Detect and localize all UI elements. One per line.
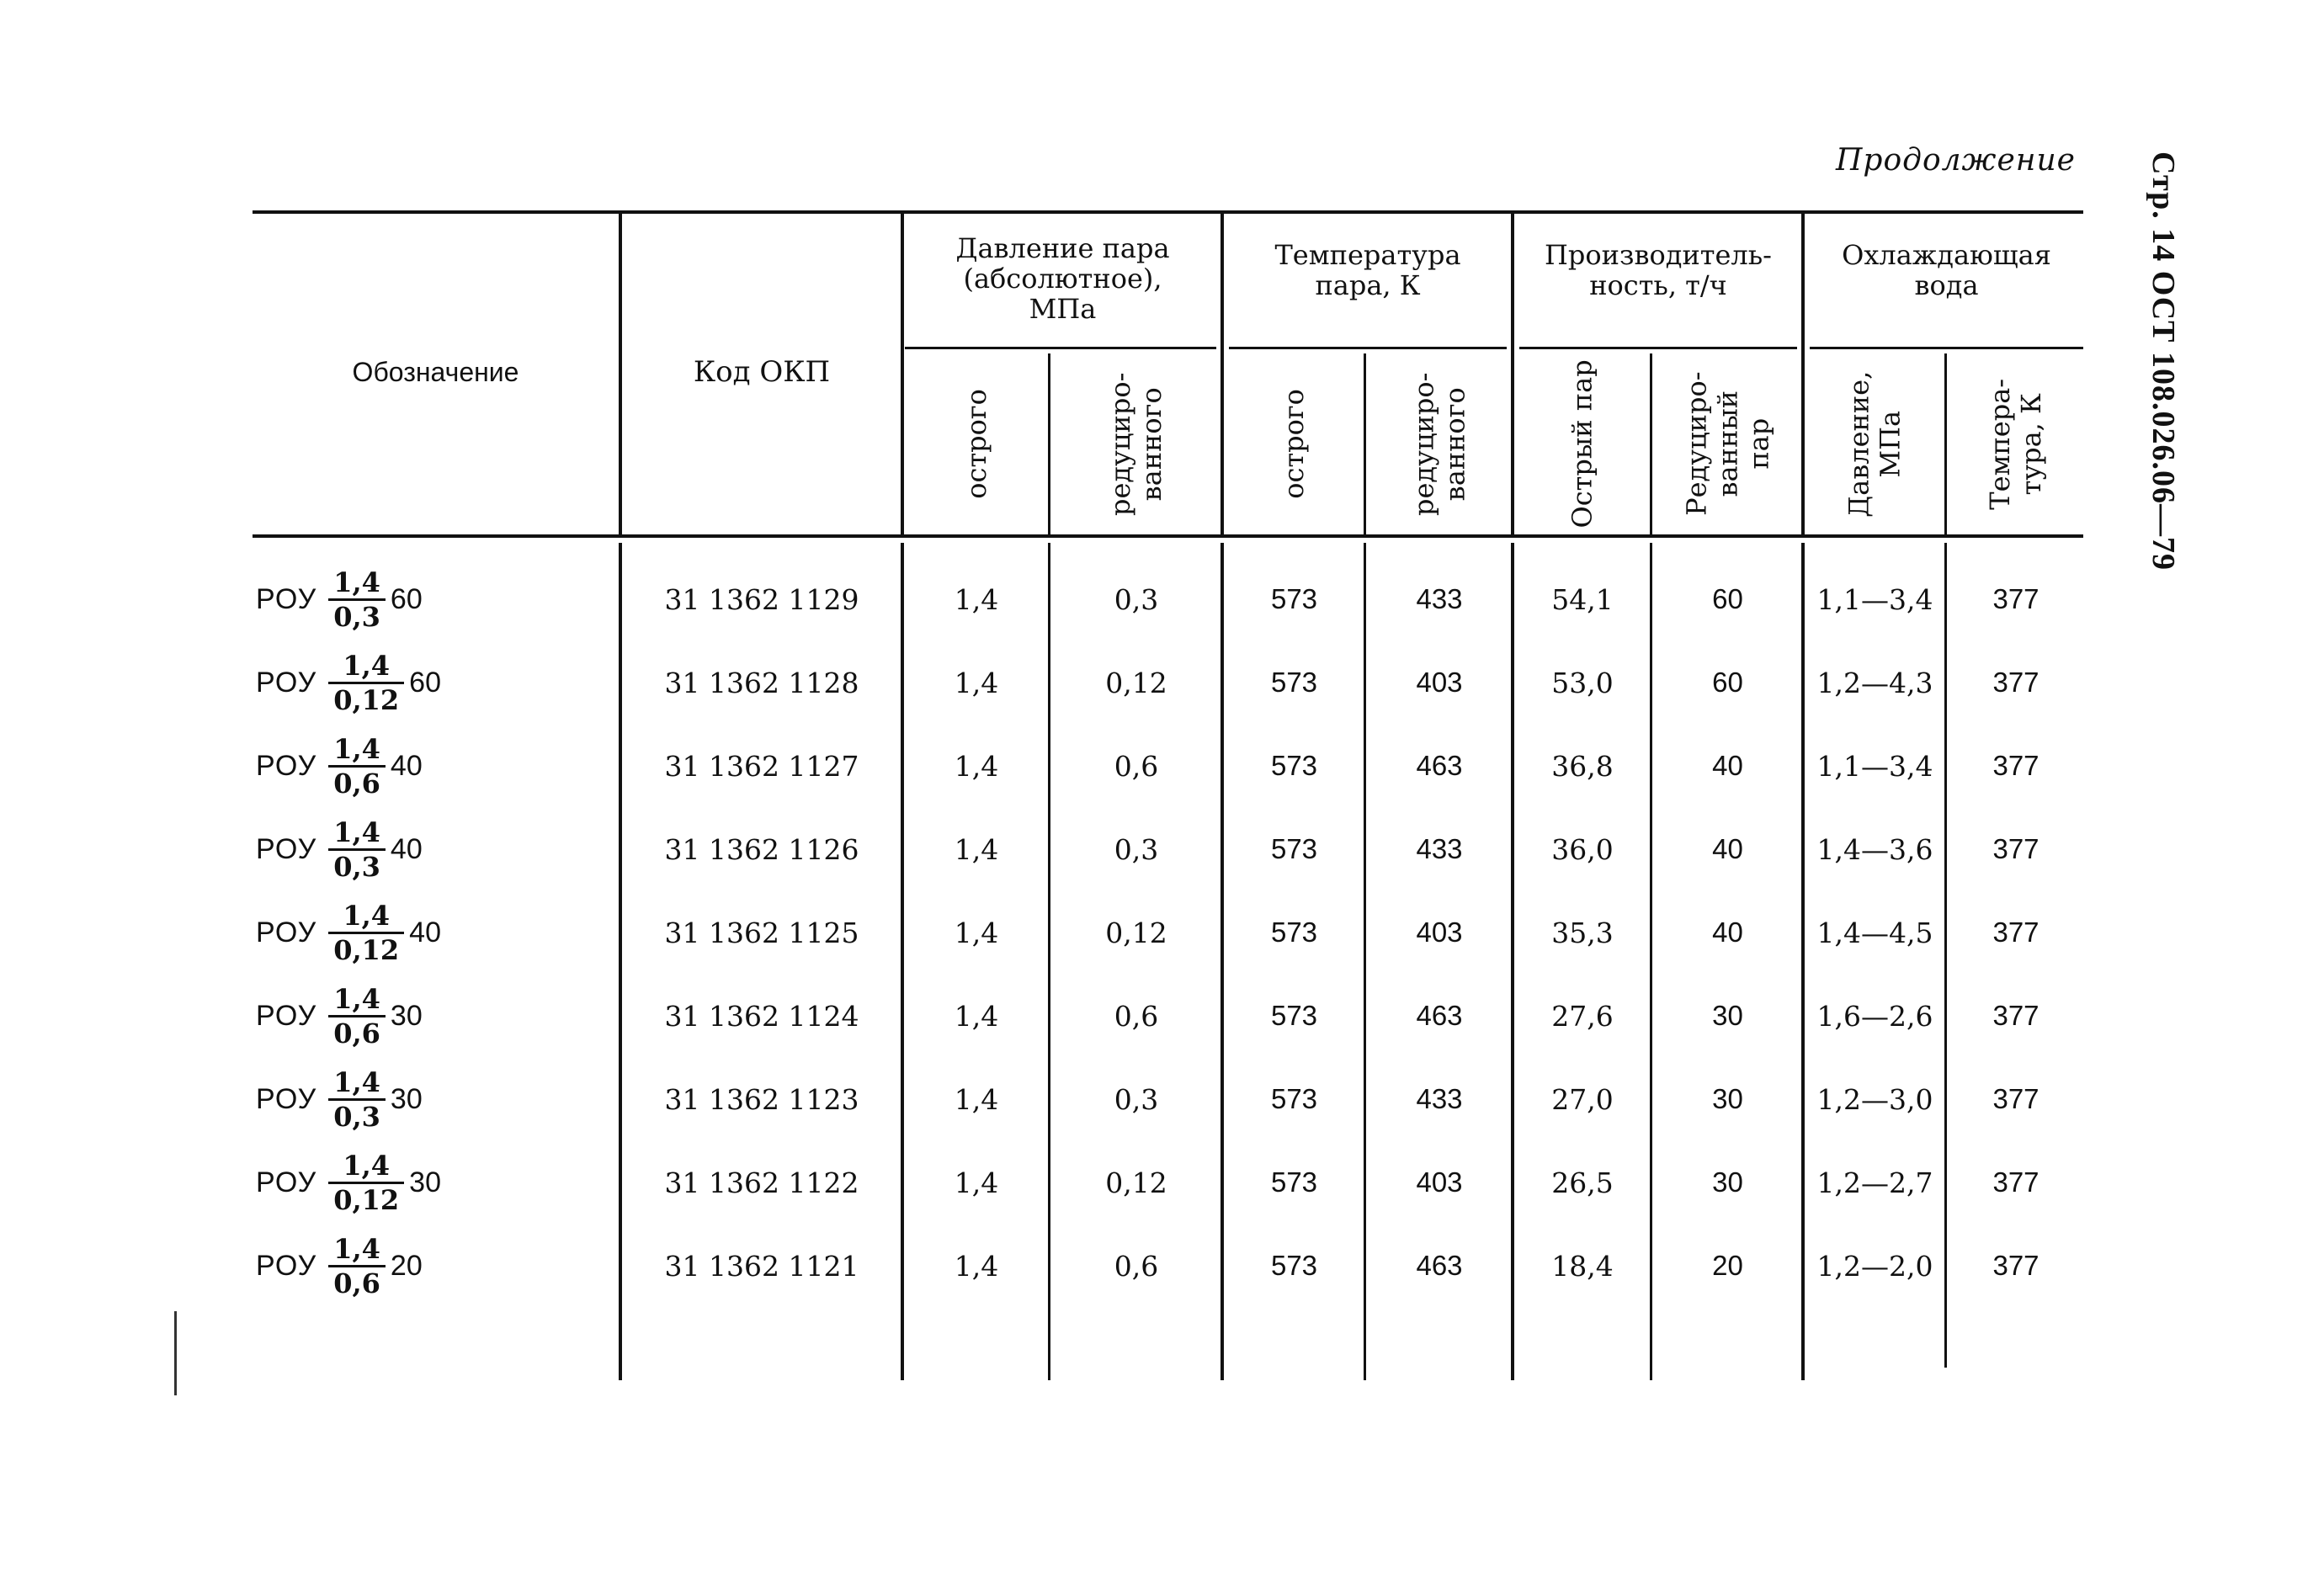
body-divider-6 (1511, 543, 1514, 1380)
header-capacity-sharp-text: Острый пар (1566, 359, 1598, 529)
cell-q-red: 40 (1712, 917, 1743, 948)
body-divider-4 (1220, 543, 1224, 1380)
fraction-denominator: 0,12 (333, 1183, 400, 1216)
cell-okp: 31 1362 1128 (664, 666, 859, 699)
fraction-numerator: 1,4 (343, 899, 391, 932)
designation-cell (253, 890, 623, 975)
cell-q-red: 30 (1712, 1000, 1743, 1031)
group-sub-rule-temp (1229, 347, 1507, 349)
col-divider-4 (1220, 210, 1224, 534)
cell-q-sharp: 54,1 (1551, 582, 1614, 616)
header-pressure-sharp (905, 353, 1048, 534)
cell-t-sharp: 573 (1270, 667, 1318, 698)
cell-okp: 31 1362 1129 (664, 582, 859, 616)
cell-w-press: 1,1—3,4 (1816, 749, 1933, 783)
cell-w-temp: 377 (1992, 667, 2039, 698)
cell-q-sharp: 27,0 (1551, 1082, 1614, 1116)
designation-prefix: РОУ (256, 1166, 317, 1198)
cell-okp: 31 1362 1125 (664, 916, 859, 949)
designation-suffix: 20 (390, 1249, 423, 1282)
designation-prefix: РОУ (256, 999, 317, 1032)
designation-suffix: 40 (390, 832, 423, 865)
cell-t-red: 463 (1416, 1000, 1463, 1031)
cell-t-red: 403 (1416, 667, 1463, 698)
header-cooling-group: Охлаждающая вода (1842, 239, 2051, 301)
cell-w-press: 1,2—3,0 (1816, 1082, 1933, 1116)
cell-t-red: 463 (1416, 750, 1463, 781)
designation-fraction (328, 983, 386, 1049)
cell-w-press: 1,2—2,0 (1816, 1249, 1933, 1283)
cell-t-sharp: 573 (1270, 833, 1318, 864)
cell-p-red: 0,3 (1114, 582, 1159, 616)
page-side-header: Стр. 14 ОСТ 108.026.06—79 (2146, 151, 2181, 571)
fraction-numerator: 1,4 (333, 1065, 380, 1098)
designation-fraction (328, 1066, 386, 1133)
cell-q-sharp: 18,4 (1551, 1249, 1614, 1283)
body-divider-2 (901, 543, 904, 1380)
cell-q-red: 60 (1712, 667, 1743, 698)
cell-p-red: 0,12 (1105, 916, 1167, 949)
cell-t-red: 433 (1416, 583, 1463, 614)
cell-w-temp: 377 (1992, 1250, 2039, 1281)
cell-p-red: 0,12 (1105, 666, 1167, 699)
designation-fraction (328, 816, 386, 883)
cell-q-red: 20 (1712, 1250, 1743, 1281)
designation-suffix: 60 (409, 666, 441, 699)
cell-q-red: 40 (1712, 833, 1743, 864)
cell-q-red: 60 (1712, 583, 1743, 614)
header-capacity-reduced (1654, 353, 1801, 534)
fraction-denominator: 0,3 (333, 1100, 380, 1133)
continuation-label: Продолжение (1836, 143, 2076, 178)
designation-cell (253, 807, 623, 891)
designation-fraction (328, 1233, 386, 1299)
designation-fraction (328, 650, 404, 716)
col-divider-7 (1650, 353, 1652, 534)
cell-w-press: 1,1—3,4 (1816, 582, 1933, 616)
cell-q-sharp: 36,8 (1551, 749, 1614, 783)
cell-p-red: 0,12 (1105, 1166, 1167, 1199)
fraction-denominator: 0,3 (333, 600, 380, 633)
designation-prefix: РОУ (256, 582, 317, 615)
designation-fraction (328, 1150, 404, 1216)
specs-table (253, 210, 2083, 1380)
cell-p-red: 0,3 (1114, 832, 1159, 866)
cell-w-temp: 377 (1992, 1166, 2039, 1198)
fraction-denominator: 0,3 (333, 850, 380, 883)
cell-q-sharp: 27,6 (1551, 999, 1614, 1033)
cell-t-sharp: 573 (1270, 1000, 1318, 1031)
cell-w-temp: 377 (1992, 833, 2039, 864)
header-capacity-group: Производитель-ность, т/ч (1545, 239, 1772, 301)
fraction-denominator: 0,6 (333, 767, 380, 800)
body-divider-5 (1364, 543, 1366, 1380)
designation-suffix: 40 (409, 916, 441, 948)
designation-cell (253, 557, 623, 641)
col-divider-9 (1944, 353, 1947, 534)
header-temp-reduced (1368, 353, 1511, 534)
header-designation: Обозначение (352, 356, 519, 387)
cell-okp: 31 1362 1121 (664, 1249, 859, 1283)
cell-p-red: 0,6 (1114, 1249, 1159, 1283)
group-sub-rule-pressure (905, 347, 1216, 349)
fraction-denominator: 0,6 (333, 1017, 380, 1049)
fraction-denominator: 0,12 (333, 933, 400, 966)
header-temp-sharp (1225, 353, 1364, 534)
body-divider-7 (1650, 543, 1652, 1380)
designation-suffix: 60 (390, 582, 423, 615)
cell-p-sharp: 1,4 (954, 916, 999, 949)
cell-w-temp: 377 (1992, 917, 2039, 948)
cell-w-press: 1,2—4,3 (1816, 666, 1933, 699)
cell-t-red: 403 (1416, 1166, 1463, 1198)
cell-t-red: 433 (1416, 833, 1463, 864)
cell-w-temp: 377 (1992, 583, 2039, 614)
cell-p-sharp: 1,4 (954, 999, 999, 1033)
cell-w-press: 1,4—3,6 (1816, 832, 1933, 866)
cell-okp: 31 1362 1126 (664, 832, 859, 866)
cell-q-sharp: 36,0 (1551, 832, 1614, 866)
cell-p-red: 0,6 (1114, 999, 1159, 1033)
cell-okp: 31 1362 1124 (664, 999, 859, 1033)
fraction-denominator: 0,12 (333, 683, 400, 716)
cell-q-red: 30 (1712, 1083, 1743, 1114)
header-cooling-pressure (1805, 353, 1944, 534)
col-divider-5 (1364, 353, 1366, 534)
cell-okp: 31 1362 1123 (664, 1082, 859, 1116)
cell-p-sharp: 1,4 (954, 582, 999, 616)
designation-prefix: РОУ (256, 916, 317, 948)
fraction-denominator: 0,6 (333, 1267, 380, 1299)
cell-q-sharp: 35,3 (1551, 916, 1614, 949)
cell-t-red: 403 (1416, 917, 1463, 948)
cell-t-sharp: 573 (1270, 750, 1318, 781)
cell-t-sharp: 573 (1270, 1166, 1318, 1198)
designation-suffix: 30 (390, 1082, 423, 1115)
designation-prefix: РОУ (256, 666, 317, 699)
cell-okp: 31 1362 1127 (664, 749, 859, 783)
cell-q-red: 30 (1712, 1166, 1743, 1198)
cell-w-press: 1,2—2,7 (1816, 1166, 1933, 1199)
body-divider-9 (1944, 543, 1947, 1368)
header-cooling-pressure-text: Давление, МПа (1843, 370, 1907, 518)
cell-t-sharp: 573 (1270, 1250, 1318, 1281)
header-capacity-sharp (1515, 353, 1650, 534)
designation-cell (253, 724, 623, 808)
designation-suffix: 30 (409, 1166, 441, 1198)
body-divider-8 (1801, 543, 1805, 1380)
cell-p-red: 0,3 (1114, 1082, 1159, 1116)
col-divider-3 (1048, 353, 1050, 534)
header-temp-reduced-text: редуциро-ванного (1407, 372, 1471, 516)
cell-t-sharp: 573 (1270, 917, 1318, 948)
cell-p-sharp: 1,4 (954, 832, 999, 866)
fraction-numerator: 1,4 (333, 816, 380, 848)
cell-q-red: 40 (1712, 750, 1743, 781)
cell-p-sharp: 1,4 (954, 1249, 999, 1283)
header-capacity-reduced-text: Редуциро-ванный пар (1680, 371, 1774, 517)
cell-w-temp: 377 (1992, 1083, 2039, 1114)
designation-prefix: РОУ (256, 1249, 317, 1282)
cell-w-press: 1,6—2,6 (1816, 999, 1933, 1033)
header-cooling-temp (1949, 353, 2083, 534)
group-sub-rule-cooling (1810, 347, 2083, 349)
header-okp-code: Код ОКП (693, 355, 831, 390)
col-divider-8 (1801, 210, 1805, 534)
header-pressure-sharp-text: острого (960, 389, 992, 499)
cell-p-sharp: 1,4 (954, 749, 999, 783)
cell-t-sharp: 573 (1270, 583, 1318, 614)
cell-t-sharp: 573 (1270, 1083, 1318, 1114)
cell-p-sharp: 1,4 (954, 1082, 999, 1116)
designation-prefix: РОУ (256, 749, 317, 782)
cell-okp: 31 1362 1122 (664, 1166, 859, 1199)
cell-w-press: 1,4—4,5 (1816, 916, 1933, 949)
cell-t-red: 463 (1416, 1250, 1463, 1281)
designation-cell (253, 1224, 623, 1308)
cell-q-sharp: 53,0 (1551, 666, 1614, 699)
fraction-numerator: 1,4 (333, 1232, 380, 1265)
cell-t-red: 433 (1416, 1083, 1463, 1114)
header-temp-group: Температура пара, К (1274, 239, 1461, 301)
header-cooling-temp-text: Темпера-тура, К (1984, 378, 2047, 510)
fraction-numerator: 1,4 (343, 1149, 391, 1182)
fraction-numerator: 1,4 (333, 566, 380, 598)
col-divider-1 (619, 210, 622, 534)
cell-p-sharp: 1,4 (954, 666, 999, 699)
header-pressure-reduced-text: редуциро-ванного (1104, 372, 1167, 516)
cell-w-temp: 377 (1992, 750, 2039, 781)
cell-p-red: 0,6 (1114, 749, 1159, 783)
designation-fraction (328, 733, 386, 800)
designation-fraction (328, 900, 404, 966)
col-divider-6 (1511, 210, 1514, 534)
designation-suffix: 40 (390, 749, 423, 782)
designation-cell (253, 974, 623, 1058)
designation-prefix: РОУ (256, 1082, 317, 1115)
fraction-numerator: 1,4 (343, 649, 391, 682)
body-divider-3 (1048, 543, 1050, 1380)
designation-cell (253, 1140, 623, 1225)
cell-p-sharp: 1,4 (954, 1166, 999, 1199)
designation-prefix: РОУ (256, 832, 317, 865)
fraction-numerator: 1,4 (333, 732, 380, 765)
designation-fraction (328, 566, 386, 633)
header-temp-sharp-text: острого (1278, 389, 1311, 499)
table-header-bottom-rule (253, 534, 2083, 538)
col-divider-2 (901, 210, 904, 534)
fraction-numerator: 1,4 (333, 982, 380, 1015)
designation-cell (253, 1057, 623, 1141)
margin-mark (174, 1311, 177, 1395)
designation-cell (253, 640, 623, 725)
cell-q-sharp: 26,5 (1551, 1166, 1614, 1199)
group-sub-rule-capacity (1519, 347, 1797, 349)
header-pressure-group: Давление пара (абсолютное), МПа (955, 232, 1170, 325)
header-pressure-reduced (1052, 353, 1220, 534)
designation-suffix: 30 (390, 999, 423, 1032)
cell-w-temp: 377 (1992, 1000, 2039, 1031)
